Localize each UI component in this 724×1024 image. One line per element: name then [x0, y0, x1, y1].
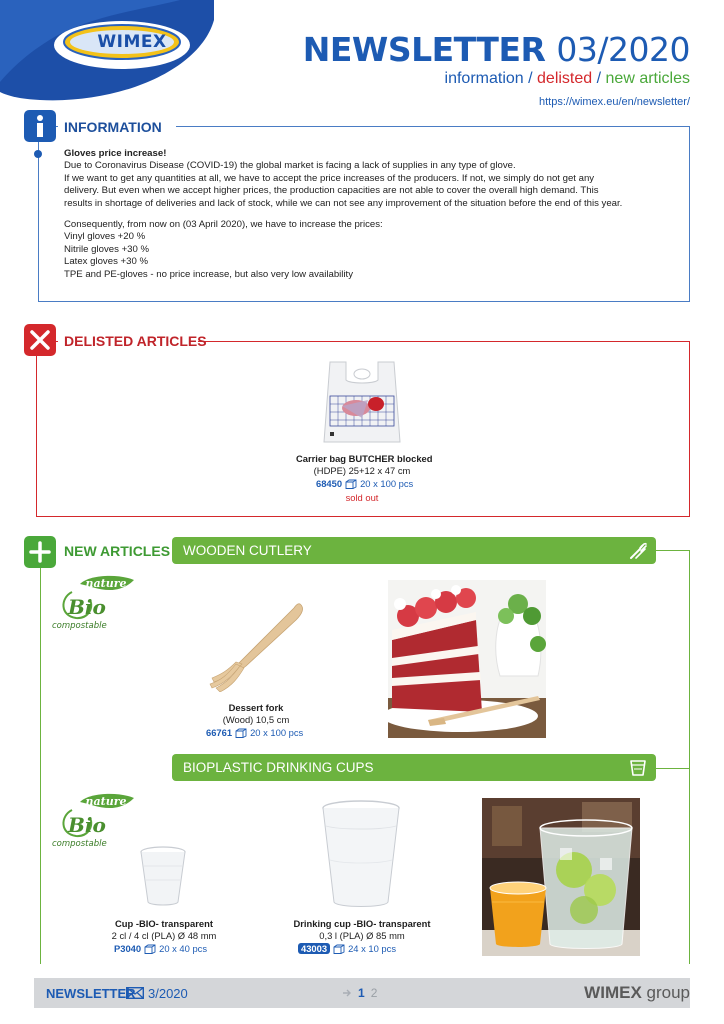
cup-icon	[628, 758, 648, 777]
product-name: Dessert fork	[228, 702, 284, 713]
badge-word-bio: Bio	[68, 595, 106, 619]
badge-word-bio: Bio	[68, 813, 106, 837]
page-link-current[interactable]: 1	[358, 986, 365, 1000]
sold-out-label: sold out	[345, 492, 379, 503]
new-articles-frame-left	[40, 568, 41, 964]
information-line: results in shortage of deliveries and lack of stock, while we can not see any improvement of the situation before the end of this year.	[64, 197, 623, 209]
page-link-other[interactable]: 2	[370, 986, 378, 1000]
subtitle-new-articles: new articles	[605, 70, 690, 87]
bio-compostable-badge	[50, 790, 136, 850]
small-bio-cup-image	[138, 846, 188, 908]
logo-wordmark: WIMEX	[97, 32, 167, 52]
new-articles-frame-connector	[655, 550, 690, 551]
package-box-icon	[144, 944, 156, 954]
category-title: WOODEN CUTLERY	[183, 543, 312, 558]
badge-word-nature: nature	[85, 577, 127, 590]
category-bar-bioplastic-cups	[172, 754, 656, 781]
price-intro: Consequently, from now on (03 April 2020), we have to increase the prices:	[64, 219, 383, 231]
carrier-bag-image	[316, 358, 408, 444]
product-pack-size: 20 x 100 pcs	[250, 727, 304, 738]
close-x-icon	[24, 324, 56, 356]
badge-word-nature: nature	[85, 795, 127, 808]
newsletter-subtitle	[445, 70, 690, 88]
dessert-fork-image	[206, 600, 308, 692]
badge-word-compostable: compostable	[52, 621, 107, 631]
bullet-icon	[34, 150, 42, 158]
product-code: 43003	[298, 943, 330, 954]
arrow-right-icon	[342, 988, 352, 998]
price-tpe-pe: TPE and PE-gloves - no price increase, but also very low availability	[64, 268, 354, 280]
plus-icon	[24, 536, 56, 568]
footer-brand-light: group	[646, 983, 690, 1002]
product-name: Carrier bag BUTCHER blocked	[296, 453, 433, 464]
footer-issue: 3/2020	[148, 986, 188, 1001]
information-headline: Gloves price increase!	[64, 148, 167, 159]
product-name: Cup -BIO- transparent	[115, 918, 213, 929]
product-code-line	[316, 478, 413, 489]
cake-with-fork-photo	[388, 580, 546, 738]
cold-drinks-photo	[482, 798, 640, 956]
cutlery-icon	[628, 541, 648, 560]
subtitle-separator: /	[592, 70, 606, 87]
new-articles-section-title: NEW ARTICLES	[64, 543, 171, 559]
package-box-icon	[345, 479, 357, 489]
product-code-line	[114, 943, 207, 954]
product-code: 66761	[206, 727, 233, 738]
newsletter-title-main: NEWSLETTER	[302, 30, 546, 69]
info-icon	[24, 110, 56, 142]
product-pack-size: 20 x 100 pcs	[360, 478, 414, 489]
category-bar-wooden-cutlery	[172, 537, 656, 564]
price-vinyl: Vinyl gloves +20 %	[64, 231, 146, 243]
bio-compostable-badge	[50, 572, 136, 632]
new-articles-frame-right	[689, 550, 690, 964]
price-latex: Latex gloves +30 %	[64, 256, 149, 268]
package-box-icon	[235, 728, 247, 738]
product-code: P3040	[114, 943, 142, 954]
envelope-icon	[126, 987, 144, 999]
delisted-section-title: DELISTED ARTICLES	[64, 333, 207, 349]
drinking-cup-image	[320, 800, 402, 910]
product-code: 68450	[316, 478, 343, 489]
new-articles-frame-connector	[655, 768, 690, 769]
price-nitrile: Nitrile gloves +30 %	[64, 243, 150, 255]
information-text	[64, 148, 684, 281]
footer-brand-logo	[584, 983, 690, 1003]
footer-newsletter-label: NEWSLETTER	[46, 986, 136, 1001]
category-title: BIOPLASTIC DRINKING CUPS	[183, 760, 374, 775]
product-pack-size: 24 x 10 pcs	[348, 943, 397, 954]
newsletter-url-link[interactable]: https://wimex.eu/en/newsletter/	[538, 96, 690, 108]
product-name: Drinking cup -BIO- transparent	[293, 918, 431, 929]
product-code-line	[206, 727, 303, 738]
product-code-line	[298, 943, 396, 954]
newsletter-issue: 03/2020	[556, 30, 690, 69]
product-spec: 2 cl / 4 cl (PLA) Ø 48 mm	[111, 930, 217, 941]
subtitle-delisted: delisted	[537, 70, 593, 87]
subtitle-separator: /	[523, 70, 538, 87]
package-box-icon	[333, 944, 345, 954]
subtitle-information: information	[444, 70, 524, 87]
newsletter-title	[303, 30, 690, 69]
footer-brand-bold: WIMEX	[584, 983, 642, 1002]
wimex-logo[interactable]	[0, 0, 214, 108]
product-spec: (Wood) 10,5 cm	[222, 714, 290, 725]
information-line: If we want to get any quantities at all, we have to accept the price increases of the producers. If not, we simply do not get any	[64, 172, 595, 184]
information-line: delivery. But even when we accept higher prices, the production capacities are not able to cover the overall high demand. This	[64, 185, 599, 197]
badge-word-compostable: compostable	[52, 839, 107, 849]
product-pack-size: 20 x 40 pcs	[159, 943, 208, 954]
product-spec: 0,3 l (PLA) Ø 85 mm	[319, 930, 405, 941]
page-navigation	[342, 986, 377, 1000]
product-spec: (HDPE) 25+12 x 47 cm	[313, 465, 411, 476]
logo-swoosh-graphic	[0, 0, 214, 108]
information-line: Due to Coronavirus Disease (COVID-19) the global market is facing a lack of supplies in any type of glove.	[64, 160, 516, 172]
information-section-title: INFORMATION	[64, 119, 162, 135]
